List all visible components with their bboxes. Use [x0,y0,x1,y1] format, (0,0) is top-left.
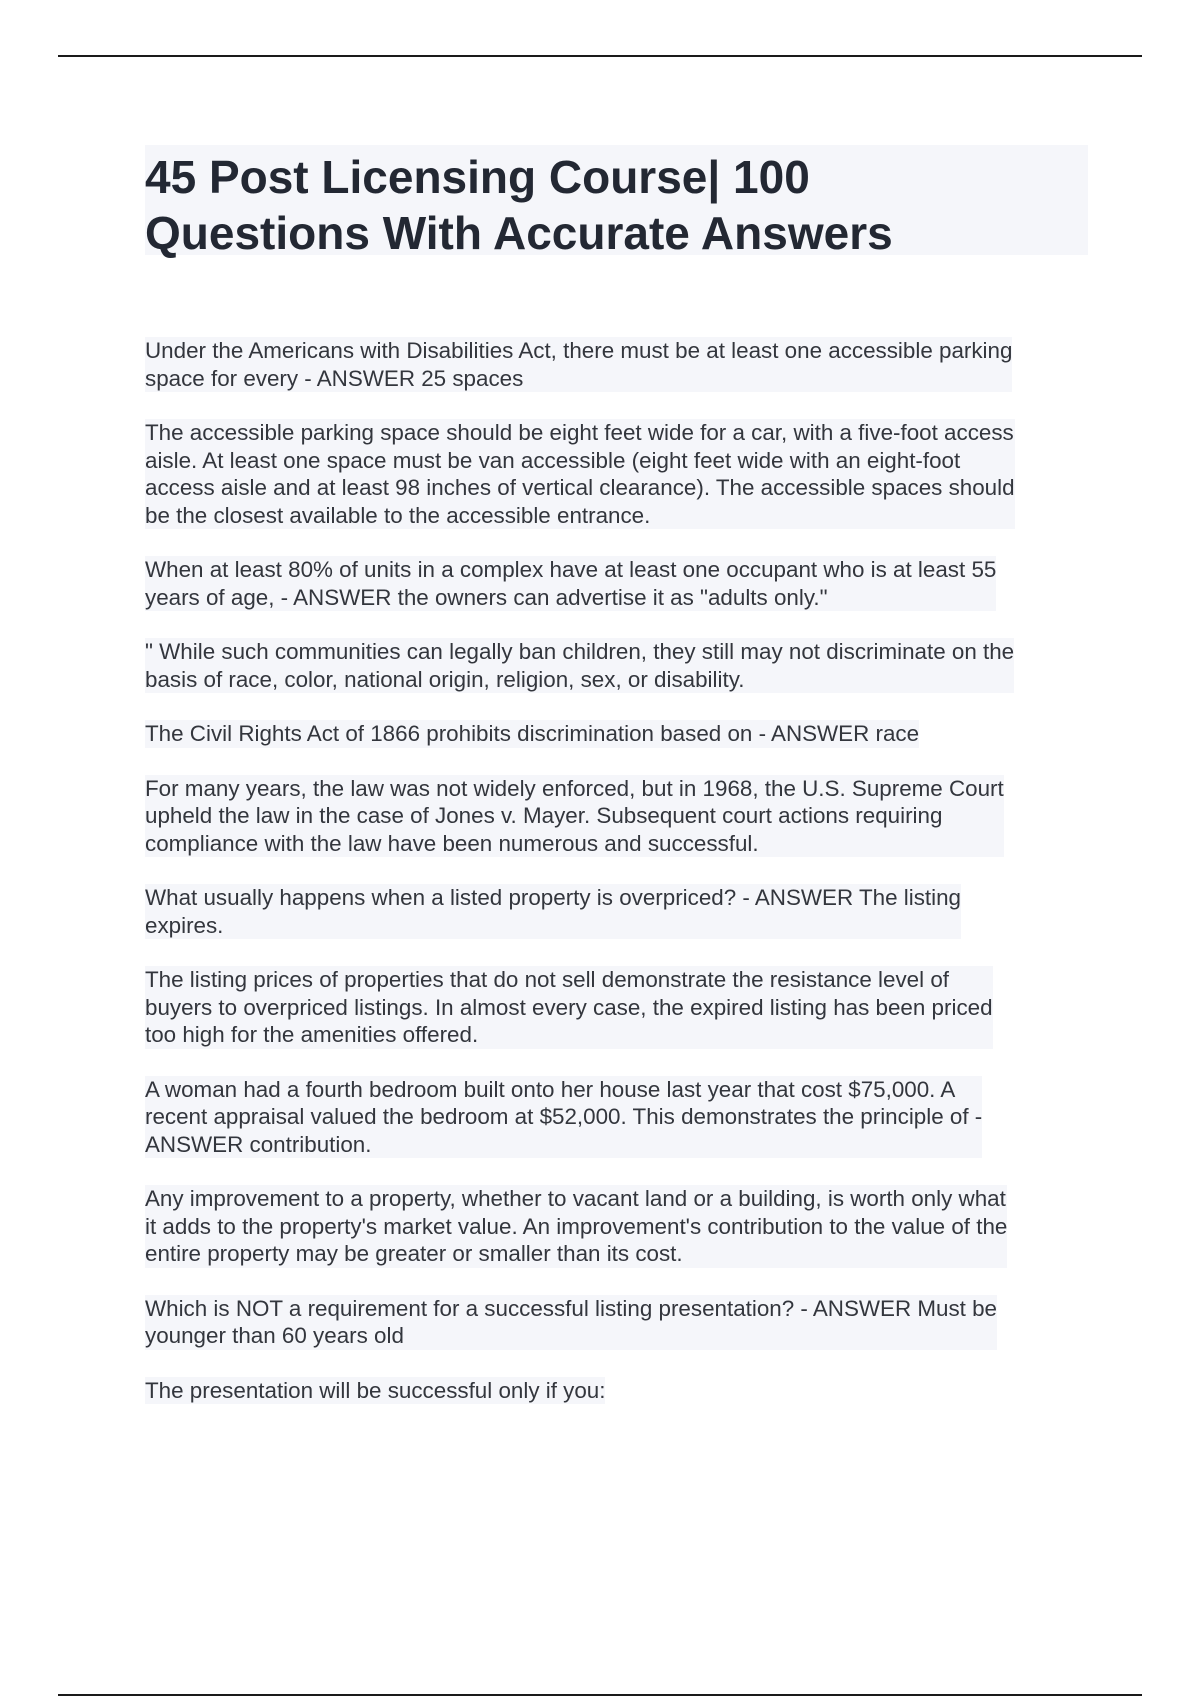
answer-explanation-paragraph: The listing prices of properties that do not sell demonstrate the resistance level of buyers to overpriced listings. In almost every case, the expired listing has been priced too high for the amenities offered. [145,967,993,1047]
question-paragraph: The Civil Rights Act of 1866 prohibits discrimination based on - ANSWER race [145,721,920,746]
question-paragraph: Which is NOT a requirement for a successful listing presentation? - ANSWER Must be younger than 60 years old [145,1295,998,1348]
answer-explanation-paragraph: The presentation will be successful only if you: [145,1377,606,1403]
answer-explanation-paragraph: The accessible parking space should be eight feet wide for a car, with a five-foot access aisle. At least one space must be van accessible (eight feet wide with an eight-foot access aisle and at least 98 inches of vertical clearance). The accessible spaces should be the closest available to the accessible entrance. [145,420,1015,528]
question-paragraph: What usually happens when a listed property is overpriced? - ANSWER The listing expires. [145,885,961,938]
question-paragraph: Under the Americans with Disabilities Act, there must be at least one accessible parking space for every - ANSWER 25 spaces [145,338,1013,391]
answer-explanation-paragraph: Any improvement to a property, whether to vacant land or a building, is worth only what it adds to the property's market value. An improvement's contribution to the value of the entire property may be greater or smaller than its cost. [145,1186,1008,1266]
answer-explanation-paragraph: For many years, the law was not widely enforced, but in 1968, the U.S. Supreme Court upheld the law in the case of Jones v. Mayer. Subsequent court actions requiring compliance with the law have been numerous and successful. [145,775,1004,856]
answer-explanation-paragraph: " While such communities can legally ban children, they still may not discriminate on the basis of race, color, national origin, religion, sex, or disability. [145,639,1015,692]
document-title: 45 Post Licensing Course| 100 Questions With Accurate Answers [145,151,893,259]
question-paragraph: When at least 80% of units in a complex have at least one occupant who is at least 55 years of age, - ANSWER the owners can advertise it as "adults only." [145,557,997,610]
top-rule [58,55,1142,57]
title-block [145,145,1088,259]
document-body [145,337,1095,1431]
bottom-rule [58,1694,1142,1696]
question-paragraph: A woman had a fourth bedroom built onto her house last year that cost $75,000. A recent appraisal valued the bedroom at $52,000. This demonstrates the principle of - ANSWER contribution. [145,1076,983,1157]
